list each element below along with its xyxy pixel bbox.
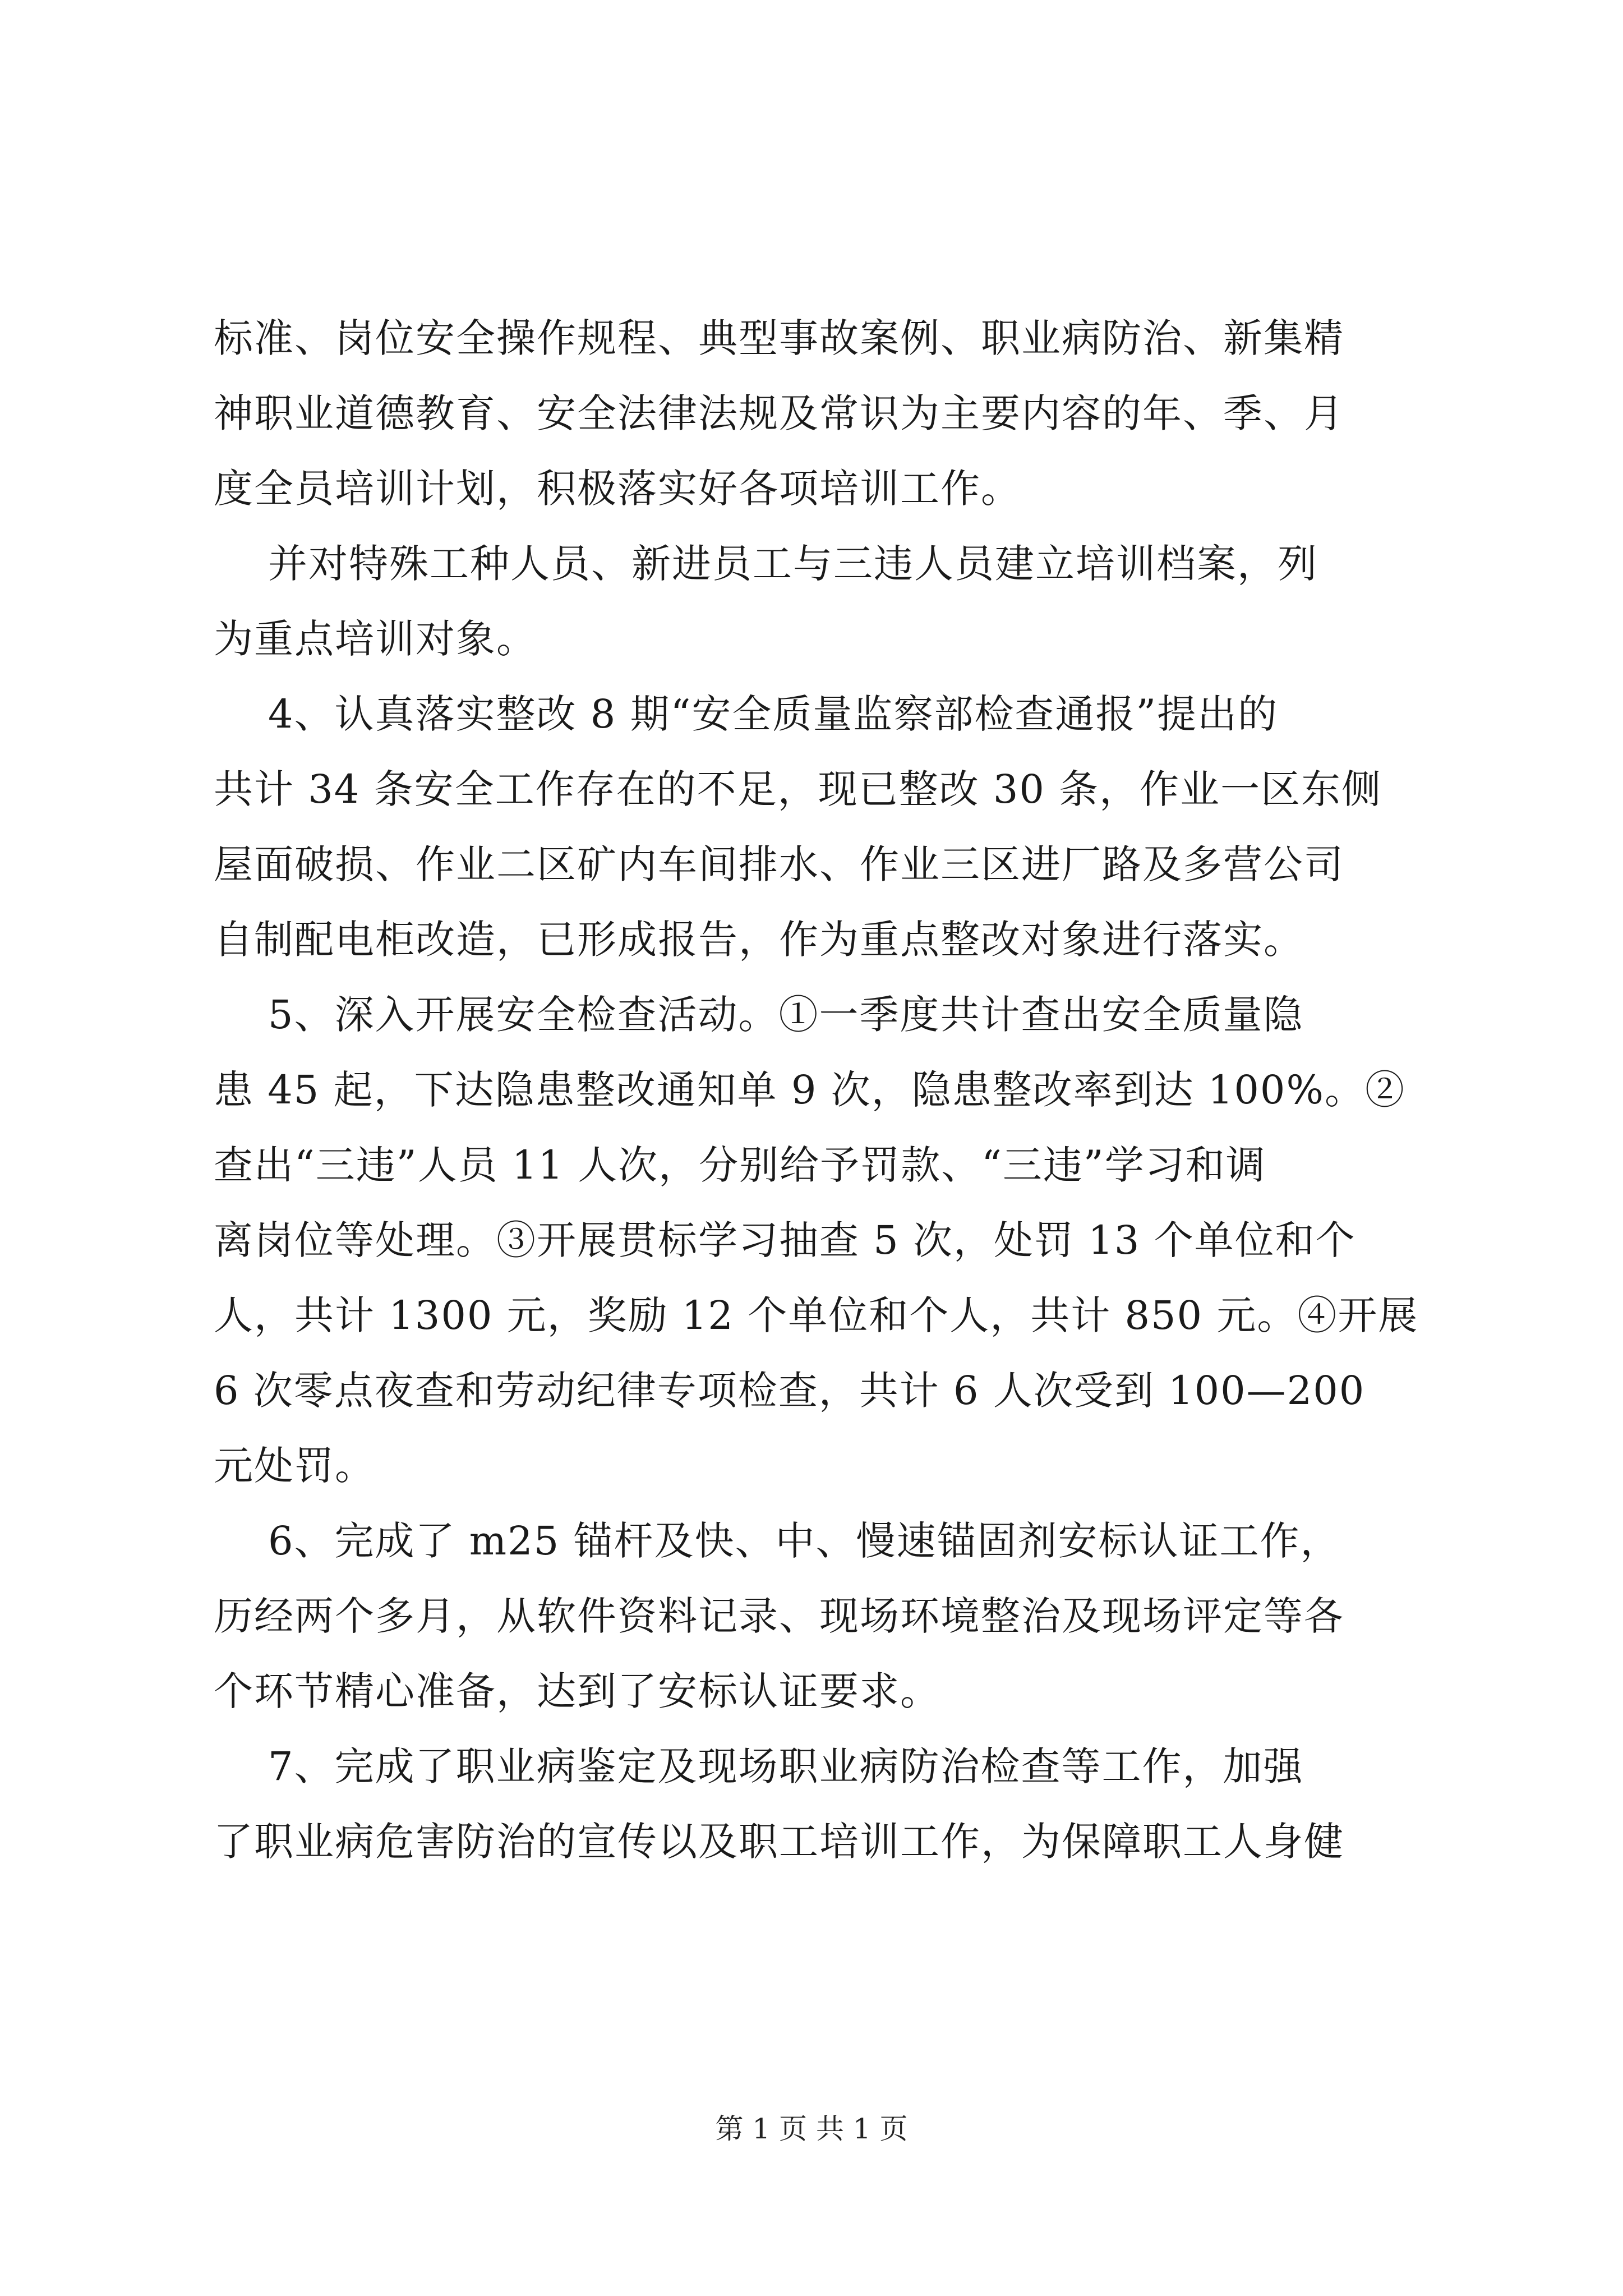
text-line: 个环节精心准备，达到了安标认证要求。 — [214, 1668, 940, 1714]
page-footer: 第 1 页 共 1 页 — [715, 2113, 908, 2145]
text-line: 屋面破损、作业二区矿内车间排水、作业三区进厂路及多营公司 — [214, 841, 1344, 887]
text-line: 7、完成了职业病鉴定及现场职业病防治检查等工作，加强 — [214, 1743, 1304, 1789]
text-line: 人，共计 1300 元，奖励 12 个单位和个人，共计 850 元。④开展 — [214, 1292, 1419, 1338]
text-line: 了职业病危害防治的宣传以及职工培训工作，为保障职工人身健 — [214, 1819, 1344, 1865]
text-line: 共计 34 条安全工作存在的不足，现已整改 30 条，作业一区东侧 — [214, 766, 1382, 812]
text-line: 自制配电柜改造，已形成报告，作为重点整改对象进行落实。 — [214, 917, 1304, 963]
text-line: 为重点培训对象。 — [214, 616, 537, 662]
text-line: 患 45 起，下达隐患整改通知单 9 次，隐患整改率到达 100%。② — [214, 1067, 1405, 1113]
text-line: 6、完成了 m25 锚杆及快、中、慢速锚固剂安标认证工作， — [214, 1518, 1341, 1564]
text-line: 度全员培训计划，积极落实好各项培训工作。 — [214, 466, 1021, 512]
text-line: 历经两个多月，从软件资料记录、现场环境整治及现场评定等各 — [214, 1593, 1344, 1639]
text-line: 离岗位等处理。③开展贯标学习抽查 5 次，处罚 13 个单位和个 — [214, 1217, 1356, 1263]
text-line: 标准、岗位安全操作规程、典型事故案例、职业病防治、新集精 — [214, 315, 1344, 361]
text-line: 元处罚。 — [214, 1443, 375, 1489]
text-line: 查出“三违”人员 11 人次，分别给予罚款、“三违”学习和调 — [214, 1142, 1266, 1188]
document-body — [214, 301, 1419, 1879]
text-line: 神职业道德教育、安全法律法规及常识为主要内容的年、季、月 — [214, 390, 1344, 436]
text-line: 4、认真落实整改 8 期“安全质量监察部检查通报”提出的 — [214, 691, 1279, 737]
text-line: 5、深入开展安全检查活动。①一季度共计查出安全质量隐 — [214, 992, 1304, 1038]
text-line: 并对特殊工种人员、新进员工与三违人员建立培训档案，列 — [214, 541, 1318, 587]
text-line: 6 次零点夜查和劳动纪律专项检查，共计 6 人次受到 100—200 — [214, 1368, 1366, 1414]
